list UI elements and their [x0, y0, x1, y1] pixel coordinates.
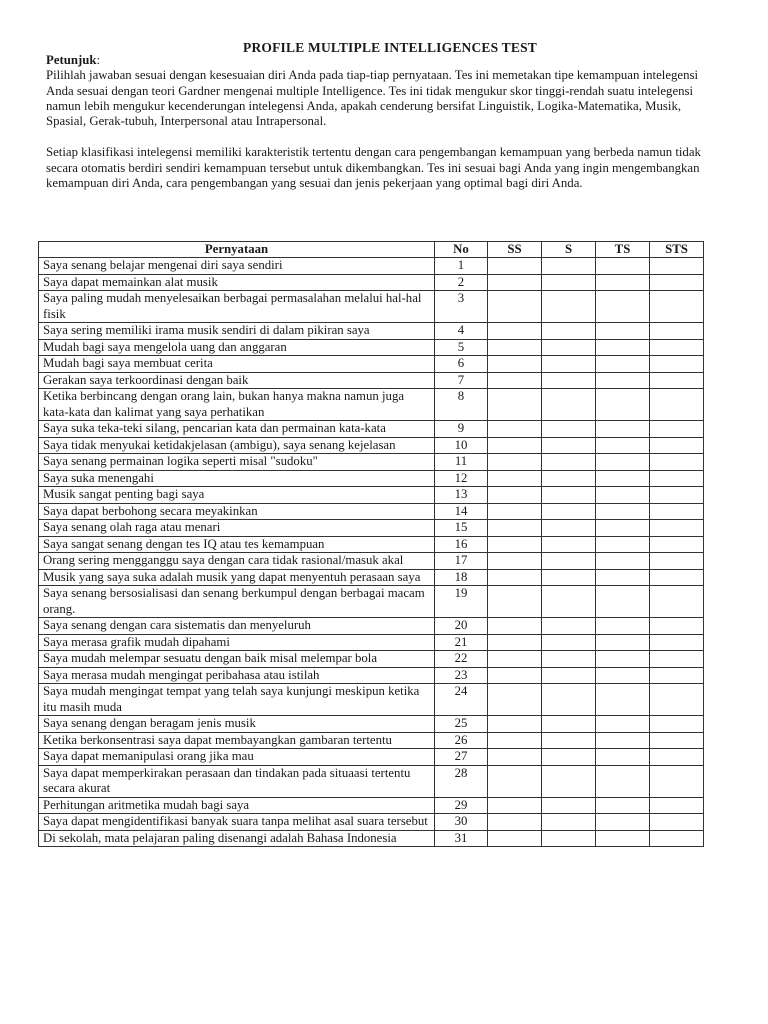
answer-cell-ss[interactable] — [488, 569, 542, 586]
instructions-block — [46, 53, 721, 191]
instructions-colon: : — [96, 53, 101, 67]
table-row — [39, 487, 704, 504]
answer-cell-s[interactable] — [542, 553, 596, 570]
answer-cell-s[interactable] — [542, 421, 596, 438]
answer-cell-sts[interactable] — [650, 520, 704, 537]
answer-cell-sts[interactable] — [650, 732, 704, 749]
answer-cell-s[interactable] — [542, 487, 596, 504]
number-cell: 2 — [435, 274, 488, 291]
number-cell: 12 — [435, 470, 488, 487]
answer-cell-sts[interactable] — [650, 487, 704, 504]
number-cell: 21 — [435, 634, 488, 651]
answer-cell-sts[interactable] — [650, 634, 704, 651]
answer-cell-s[interactable] — [542, 732, 596, 749]
answer-cell-sts[interactable] — [650, 421, 704, 438]
answer-cell-ts[interactable] — [596, 389, 650, 421]
table-row — [39, 536, 704, 553]
answer-cell-sts[interactable] — [650, 389, 704, 421]
answer-cell-s[interactable] — [542, 372, 596, 389]
answer-cell-ts[interactable] — [596, 372, 650, 389]
answer-cell-ss[interactable] — [488, 667, 542, 684]
answer-cell-sts[interactable] — [650, 339, 704, 356]
answer-cell-sts[interactable] — [650, 618, 704, 635]
answer-cell-ss[interactable] — [488, 634, 542, 651]
table-row — [39, 470, 704, 487]
table-row — [39, 830, 704, 847]
statement-cell: Saya dapat memanipulasi orang jika mau — [39, 749, 435, 766]
answer-cell-s[interactable] — [542, 520, 596, 537]
table-row — [39, 651, 704, 668]
answer-cell-ts[interactable] — [596, 258, 650, 275]
answer-cell-sts[interactable] — [650, 470, 704, 487]
table-row — [39, 339, 704, 356]
answer-cell-sts[interactable] — [650, 814, 704, 831]
table-row — [39, 684, 704, 716]
answer-cell-sts[interactable] — [650, 356, 704, 373]
answer-cell-sts[interactable] — [650, 749, 704, 766]
table-row — [39, 814, 704, 831]
answer-cell-ss[interactable] — [488, 716, 542, 733]
answer-cell-s[interactable] — [542, 830, 596, 847]
answer-cell-ss[interactable] — [488, 323, 542, 340]
answer-cell-s[interactable] — [542, 454, 596, 471]
number-cell: 16 — [435, 536, 488, 553]
number-cell: 1 — [435, 258, 488, 275]
answer-cell-ss[interactable] — [488, 520, 542, 537]
table-row — [39, 389, 704, 421]
number-cell: 15 — [435, 520, 488, 537]
statement-cell: Saya senang bersosialisasi dan senang berkumpul dengan berbagai macam orang. — [39, 586, 435, 618]
header-number: No — [435, 242, 488, 258]
statement-cell: Saya dapat berbohong secara meyakinkan — [39, 503, 435, 520]
statement-cell: Mudah bagi saya mengelola uang dan anggaran — [39, 339, 435, 356]
number-cell: 4 — [435, 323, 488, 340]
number-cell: 27 — [435, 749, 488, 766]
answer-cell-ss[interactable] — [488, 421, 542, 438]
table-row — [39, 258, 704, 275]
questionnaire-table — [38, 241, 704, 847]
statement-cell: Saya paling mudah menyelesaikan berbagai permasalahan melalui hal-hal fisik — [39, 291, 435, 323]
answer-cell-ts[interactable] — [596, 437, 650, 454]
table-row — [39, 323, 704, 340]
answer-cell-sts[interactable] — [650, 258, 704, 275]
answer-cell-ts[interactable] — [596, 520, 650, 537]
answer-cell-s[interactable] — [542, 667, 596, 684]
answer-cell-ts[interactable] — [596, 716, 650, 733]
answer-cell-sts[interactable] — [650, 503, 704, 520]
answer-cell-ss[interactable] — [488, 684, 542, 716]
number-cell: 7 — [435, 372, 488, 389]
answer-cell-ts[interactable] — [596, 536, 650, 553]
number-cell: 22 — [435, 651, 488, 668]
answer-cell-sts[interactable] — [650, 291, 704, 323]
number-cell: 25 — [435, 716, 488, 733]
answer-cell-ss[interactable] — [488, 454, 542, 471]
answer-cell-sts[interactable] — [650, 667, 704, 684]
answer-cell-ss[interactable] — [488, 437, 542, 454]
number-cell: 17 — [435, 553, 488, 570]
answer-cell-ss[interactable] — [488, 372, 542, 389]
statement-cell: Ketika berbincang dengan orang lain, bukan hanya makna namun juga kata-kata dan kalimat yang saya perhatikan — [39, 389, 435, 421]
statement-cell: Di sekolah, mata pelajaran paling disenangi adalah Bahasa Indonesia — [39, 830, 435, 847]
answer-cell-ts[interactable] — [596, 274, 650, 291]
table-row — [39, 765, 704, 797]
answer-cell-ss[interactable] — [488, 258, 542, 275]
questionnaire-body — [39, 258, 704, 847]
table-row — [39, 586, 704, 618]
table-header-row — [39, 242, 704, 258]
statement-cell: Saya senang olah raga atau menari — [39, 520, 435, 537]
statement-cell: Saya senang dengan beragam jenis musik — [39, 716, 435, 733]
instructions-paragraph-2: Setiap klasifikasi intelegensi memiliki karakteristik tertentu dengan cara pengembangan kemampuan yang berbeda namun tidak secara otomatis berdiri sendiri kemampuan tersebut untuk dikembangkan. Tes ini sesuai bagi Anda yang ingin mengembangkan kemampuan diri Anda, cara pengembangan yang sesuai dan jenis pekerjaan yang optimal bagi diri Anda. — [46, 145, 701, 191]
table-row — [39, 356, 704, 373]
statement-cell: Musik yang saya suka adalah musik yang dapat menyentuh perasaan saya — [39, 569, 435, 586]
answer-cell-s[interactable] — [542, 749, 596, 766]
statement-cell: Saya tidak menyukai ketidakjelasan (ambigu), saya senang kejelasan — [39, 437, 435, 454]
answer-cell-sts[interactable] — [650, 586, 704, 618]
answer-cell-s[interactable] — [542, 291, 596, 323]
answer-cell-sts[interactable] — [650, 797, 704, 814]
answer-cell-ts[interactable] — [596, 569, 650, 586]
statement-cell: Orang sering mengganggu saya dengan cara tidak rasional/masuk akal — [39, 553, 435, 570]
statement-cell: Saya sangat senang dengan tes IQ atau tes kemampuan — [39, 536, 435, 553]
answer-cell-ts[interactable] — [596, 291, 650, 323]
answer-cell-ts[interactable] — [596, 503, 650, 520]
answer-cell-s[interactable] — [542, 716, 596, 733]
answer-cell-ts[interactable] — [596, 586, 650, 618]
statement-cell: Saya merasa grafik mudah dipahami — [39, 634, 435, 651]
answer-cell-ss[interactable] — [488, 830, 542, 847]
answer-cell-ts[interactable] — [596, 765, 650, 797]
answer-cell-ts[interactable] — [596, 634, 650, 651]
answer-cell-ts[interactable] — [596, 684, 650, 716]
answer-cell-sts[interactable] — [650, 372, 704, 389]
number-cell: 28 — [435, 765, 488, 797]
statement-cell: Saya dapat memperkirakan perasaan dan tindakan pada situaasi tertentu secara akurat — [39, 765, 435, 797]
answer-cell-sts[interactable] — [650, 569, 704, 586]
answer-cell-ss[interactable] — [488, 291, 542, 323]
answer-cell-s[interactable] — [542, 569, 596, 586]
answer-cell-s[interactable] — [542, 258, 596, 275]
answer-cell-ss[interactable] — [488, 536, 542, 553]
statement-cell: Saya mudah melempar sesuatu dengan baik misal melempar bola — [39, 651, 435, 668]
number-cell: 6 — [435, 356, 488, 373]
table-row — [39, 667, 704, 684]
answer-cell-sts[interactable] — [650, 536, 704, 553]
answer-cell-ss[interactable] — [488, 487, 542, 504]
number-cell: 30 — [435, 814, 488, 831]
table-row — [39, 569, 704, 586]
statement-cell: Gerakan saya terkoordinasi dengan baik — [39, 372, 435, 389]
answer-cell-sts[interactable] — [650, 684, 704, 716]
answer-cell-s[interactable] — [542, 536, 596, 553]
header-ts: TS — [596, 242, 650, 258]
statement-cell: Saya dapat mengidentifikasi banyak suara tanpa melihat asal suara tersebut — [39, 814, 435, 831]
answer-cell-ss[interactable] — [488, 765, 542, 797]
answer-cell-s[interactable] — [542, 814, 596, 831]
answer-cell-s[interactable] — [542, 618, 596, 635]
answer-cell-ss[interactable] — [488, 814, 542, 831]
answer-cell-s[interactable] — [542, 765, 596, 797]
header-s: S — [542, 242, 596, 258]
answer-cell-ts[interactable] — [596, 454, 650, 471]
answer-cell-ts[interactable] — [596, 339, 650, 356]
number-cell: 8 — [435, 389, 488, 421]
table-row — [39, 716, 704, 733]
header-statement: Pernyataan — [39, 242, 435, 258]
answer-cell-ts[interactable] — [596, 421, 650, 438]
number-cell: 14 — [435, 503, 488, 520]
number-cell: 13 — [435, 487, 488, 504]
answer-cell-s[interactable] — [542, 797, 596, 814]
statement-cell: Perhitungan aritmetika mudah bagi saya — [39, 797, 435, 814]
answer-cell-s[interactable] — [542, 356, 596, 373]
answer-cell-ss[interactable] — [488, 503, 542, 520]
answer-cell-ts[interactable] — [596, 732, 650, 749]
table-row — [39, 503, 704, 520]
answer-cell-ss[interactable] — [488, 274, 542, 291]
statement-cell: Saya suka teka-teki silang, pencarian kata dan permainan kata-kata — [39, 421, 435, 438]
number-cell: 11 — [435, 454, 488, 471]
number-cell: 23 — [435, 667, 488, 684]
answer-cell-s[interactable] — [542, 503, 596, 520]
number-cell: 29 — [435, 797, 488, 814]
answer-cell-sts[interactable] — [650, 765, 704, 797]
number-cell: 20 — [435, 618, 488, 635]
answer-cell-s[interactable] — [542, 274, 596, 291]
statement-cell: Saya sering memiliki irama musik sendiri di dalam pikiran saya — [39, 323, 435, 340]
answer-cell-ts[interactable] — [596, 356, 650, 373]
answer-cell-s[interactable] — [542, 437, 596, 454]
table-row — [39, 797, 704, 814]
number-cell: 3 — [435, 291, 488, 323]
answer-cell-ss[interactable] — [488, 732, 542, 749]
answer-cell-s[interactable] — [542, 684, 596, 716]
document-title: PROFILE MULTIPLE INTELLIGENCES TEST — [243, 40, 537, 55]
answer-cell-ss[interactable] — [488, 389, 542, 421]
answer-cell-s[interactable] — [542, 323, 596, 340]
answer-cell-ts[interactable] — [596, 749, 650, 766]
answer-cell-sts[interactable] — [650, 716, 704, 733]
answer-cell-s[interactable] — [542, 586, 596, 618]
table-row — [39, 437, 704, 454]
answer-cell-ts[interactable] — [596, 814, 650, 831]
number-cell: 19 — [435, 586, 488, 618]
answer-cell-s[interactable] — [542, 651, 596, 668]
table-row — [39, 454, 704, 471]
answer-cell-sts[interactable] — [650, 830, 704, 847]
number-cell: 10 — [435, 437, 488, 454]
answer-cell-sts[interactable] — [650, 437, 704, 454]
answer-cell-ss[interactable] — [488, 618, 542, 635]
answer-cell-s[interactable] — [542, 634, 596, 651]
answer-cell-ts[interactable] — [596, 651, 650, 668]
answer-cell-ts[interactable] — [596, 470, 650, 487]
answer-cell-ss[interactable] — [488, 356, 542, 373]
answer-cell-ts[interactable] — [596, 797, 650, 814]
answer-cell-ts[interactable] — [596, 323, 650, 340]
number-cell: 31 — [435, 830, 488, 847]
statement-cell: Mudah bagi saya membuat cerita — [39, 356, 435, 373]
table-row — [39, 732, 704, 749]
statement-cell: Saya dapat memainkan alat musik — [39, 274, 435, 291]
answer-cell-sts[interactable] — [650, 651, 704, 668]
number-cell: 26 — [435, 732, 488, 749]
answer-cell-sts[interactable] — [650, 323, 704, 340]
table-row — [39, 618, 704, 635]
answer-cell-ss[interactable] — [488, 797, 542, 814]
answer-cell-ts[interactable] — [596, 553, 650, 570]
answer-cell-ts[interactable] — [596, 487, 650, 504]
instructions-paragraph-1: Pilihlah jawaban sesuai dengan kesesuaian diri Anda pada tiap-tiap pernyataan. Tes ini memetakan tipe kemampuan intelegensi Anda sesuai dengan teori Gardner mengenai multiple Intelligence. Tes ini tidak mengukur skor tinggi-rendah suatu intelegensi namun lebih mengukur kecenderungan intelegensi Anda, apakah cenderung bersifat Linguistik, Logika-Matematika, Musik, Spasial, Gerak-tubuh, Interpersonal atau Intrapersonal. — [46, 68, 699, 129]
number-cell: 18 — [435, 569, 488, 586]
statement-cell: Musik sangat penting bagi saya — [39, 487, 435, 504]
statement-cell: Saya senang belajar mengenai diri saya sendiri — [39, 258, 435, 275]
answer-cell-ts[interactable] — [596, 830, 650, 847]
answer-cell-sts[interactable] — [650, 454, 704, 471]
number-cell: 24 — [435, 684, 488, 716]
answer-cell-ts[interactable] — [596, 667, 650, 684]
answer-cell-ss[interactable] — [488, 470, 542, 487]
answer-cell-s[interactable] — [542, 470, 596, 487]
instructions-heading — [46, 53, 721, 68]
instructions-label: Petunjuk — [46, 53, 97, 67]
table-row — [39, 553, 704, 570]
answer-cell-ss[interactable] — [488, 586, 542, 618]
answer-cell-s[interactable] — [542, 389, 596, 421]
statement-cell: Saya mudah mengingat tempat yang telah saya kunjungi meskipun ketika itu masih muda — [39, 684, 435, 716]
answer-cell-ts[interactable] — [596, 618, 650, 635]
answer-cell-ss[interactable] — [488, 749, 542, 766]
statement-cell: Saya merasa mudah mengingat peribahasa atau istilah — [39, 667, 435, 684]
answer-cell-ss[interactable] — [488, 553, 542, 570]
answer-cell-ss[interactable] — [488, 339, 542, 356]
answer-cell-ss[interactable] — [488, 651, 542, 668]
table-row — [39, 274, 704, 291]
number-cell: 9 — [435, 421, 488, 438]
statement-cell: Saya senang permainan logika seperti misal "sudoku" — [39, 454, 435, 471]
table-row — [39, 421, 704, 438]
table-row — [39, 520, 704, 537]
header-ss: SS — [488, 242, 542, 258]
header-sts: STS — [650, 242, 704, 258]
answer-cell-sts[interactable] — [650, 553, 704, 570]
table-row — [39, 749, 704, 766]
statement-cell: Saya suka menengahi — [39, 470, 435, 487]
number-cell: 5 — [435, 339, 488, 356]
answer-cell-s[interactable] — [542, 339, 596, 356]
statement-cell: Ketika berkonsentrasi saya dapat membayangkan gambaran tertentu — [39, 732, 435, 749]
table-row — [39, 634, 704, 651]
table-row — [39, 372, 704, 389]
table-row — [39, 291, 704, 323]
statement-cell: Saya senang dengan cara sistematis dan menyeluruh — [39, 618, 435, 635]
answer-cell-sts[interactable] — [650, 274, 704, 291]
